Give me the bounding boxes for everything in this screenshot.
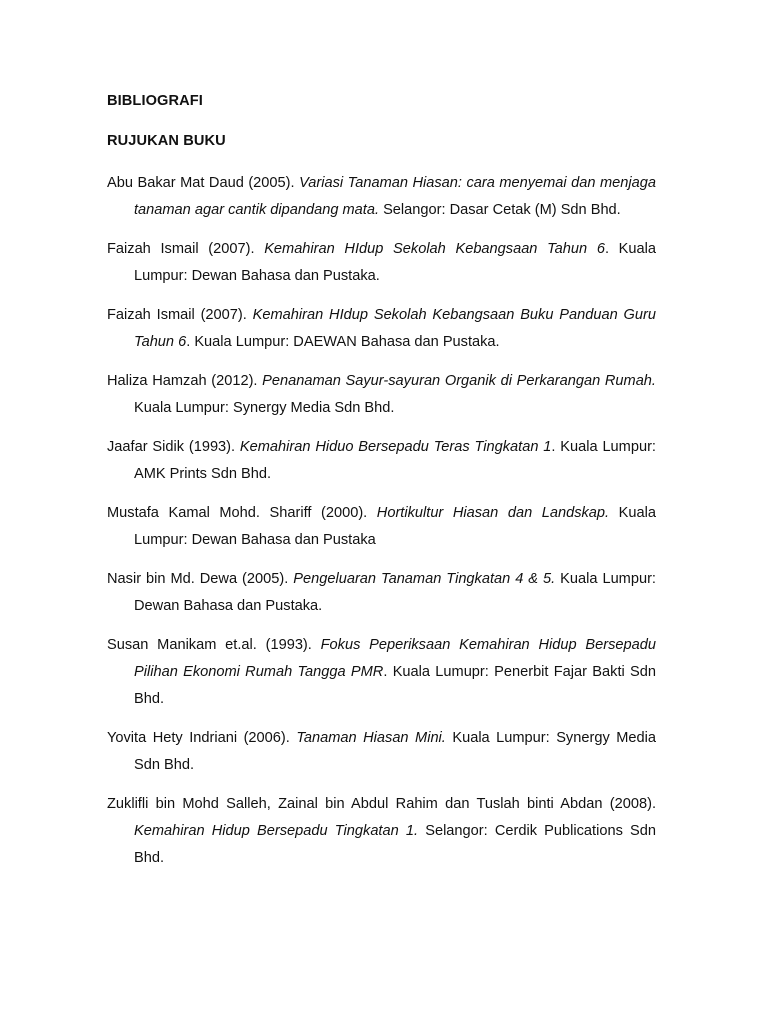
reference-publisher: Kuala Lumpur: Dewan Bahasa dan Pustaka: [134, 505, 656, 548]
reference-publisher: . Kuala Lumpur: AMK Prints Sdn Bhd.: [134, 439, 656, 482]
reference-item: [107, 725, 656, 779]
reference-item: [107, 791, 656, 872]
reference-title: Kemahiran HIdup Sekolah Kebangsaan Buku Panduan Guru Tahun 6: [134, 307, 656, 350]
reference-author: Nasir bin Md. Dewa (2005).: [107, 571, 294, 587]
reference-publisher: Kuala Lumpur: Synergy Media Sdn Bhd.: [134, 730, 656, 773]
reference-author: Jaafar Sidik (1993).: [107, 439, 240, 455]
reference-title: Kemahiran Hiduo Bersepadu Teras Tingkatan 1: [239, 439, 552, 455]
reference-author: Abu Bakar Mat Daud (2005).: [107, 175, 300, 191]
reference-title: Variasi Tanaman Hiasan: cara menyemai dan menjaga tanaman agar cantik dipandang mata.: [134, 175, 656, 218]
reference-item: [107, 566, 656, 620]
reference-author: Haliza Hamzah (2012).: [107, 373, 263, 389]
reference-publisher: Selangor: Dasar Cetak (M) Sdn Bhd.: [379, 202, 621, 218]
reference-publisher: Kuala Lumpur: Synergy Media Sdn Bhd.: [134, 400, 395, 416]
reference-author: Yovita Hety Indriani (2006).: [107, 730, 297, 746]
reference-title: Fokus Peperiksaan Kemahiran Hidup Bersepadu Pilihan Ekonomi Rumah Tangga PMR: [134, 637, 656, 680]
reference-publisher: Selangor: Cerdik Publications Sdn Bhd.: [134, 823, 656, 866]
page-title: BIBLIOGRAFI: [107, 93, 203, 109]
reference-title: Kemahiran Hidup Bersepadu Tingkatan 1.: [134, 823, 419, 839]
reference-list: [107, 170, 656, 884]
reference-title: Tanaman Hiasan Mini.: [296, 730, 446, 746]
reference-item: [107, 500, 656, 554]
reference-item: [107, 236, 656, 290]
reference-title: Kemahiran HIdup Sekolah Kebangsaan Tahun 6: [264, 241, 605, 257]
reference-publisher: . Kuala Lumpur: Dewan Bahasa dan Pustaka.: [134, 241, 656, 284]
reference-author: Susan Manikam et.al. (1993).: [107, 637, 321, 653]
reference-author: Faizah Ismail (2007).: [107, 241, 265, 257]
reference-title: Penanaman Sayur-sayuran Organik di Perkarangan Rumah.: [262, 373, 656, 389]
reference-item: [107, 302, 656, 356]
reference-author: Zuklifli bin Mohd Salleh, Zainal bin Abdul Rahim dan Tuslah binti Abdan (2008).: [107, 796, 656, 812]
reference-publisher: . Kuala Lumpur: DAEWAN Bahasa dan Pustaka.: [186, 334, 500, 350]
reference-title: Hortikultur Hiasan dan Landskap.: [376, 505, 610, 521]
reference-title: Pengeluaran Tanaman Tingkatan 4 & 5.: [293, 571, 556, 587]
reference-item: [107, 368, 656, 422]
reference-publisher: Kuala Lumpur: Dewan Bahasa dan Pustaka.: [134, 571, 656, 614]
reference-item: [107, 170, 656, 224]
reference-author: Faizah Ismail (2007).: [107, 307, 253, 323]
reference-author: Mustafa Kamal Mohd. Shariff (2000).: [107, 505, 377, 521]
reference-item: [107, 632, 656, 713]
reference-publisher: . Kuala Lumupr: Penerbit Fajar Bakti Sdn Bhd.: [134, 664, 656, 707]
section-title: RUJUKAN BUKU: [107, 133, 226, 149]
reference-item: [107, 434, 656, 488]
